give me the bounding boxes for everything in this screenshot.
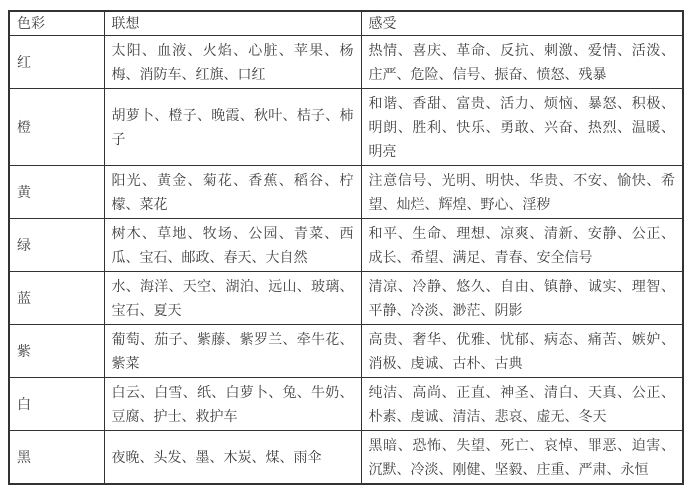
feelings-cell: 黑暗、恐怖、失望、死亡、哀悼、罪恶、迫害、沉默、冷淡、刚健、坚毅、庄重、严肃、永恒 [361, 431, 683, 485]
color-name-cell: 黄 [9, 166, 104, 219]
associations-cell: 树木、草地、牧场、公园、青菜、西瓜、宝石、邮政、春天、大自然 [104, 219, 361, 272]
feelings-cell: 清凉、冷静、悠久、自由、镇静、诚实、理智、平静、冷淡、渺茫、阴影 [361, 272, 683, 325]
associations-cell: 夜晚、头发、墨、木炭、煤、雨伞 [104, 431, 361, 485]
feelings-cell: 纯洁、高尚、正直、神圣、清白、天真、公正、朴素、虔诚、清洁、悲哀、虚无、冬天 [361, 378, 683, 431]
feelings-cell: 注意信号、光明、明快、华贵、不安、愉快、希望、灿烂、辉煌、野心、淫秽 [361, 166, 683, 219]
table-row [9, 378, 683, 431]
table-row [9, 36, 683, 89]
table-row [9, 325, 683, 378]
table-row [9, 272, 683, 325]
color-name-cell: 红 [9, 36, 104, 89]
header-associations: 联想 [104, 11, 361, 36]
color-name-cell: 白 [9, 378, 104, 431]
feelings-cell: 和平、生命、理想、凉爽、清新、安静、公正、成长、希望、满足、青春、安全信号 [361, 219, 683, 272]
color-association-table [8, 10, 684, 485]
feelings-cell: 和谐、香甜、富贵、活力、烦恼、暴怒、积极、明朗、胜利、快乐、勇敢、兴奋、热烈、温暖、明亮 [361, 89, 683, 166]
color-name-cell: 黑 [9, 431, 104, 485]
color-name-cell: 绿 [9, 219, 104, 272]
color-name-cell: 紫 [9, 325, 104, 378]
color-name-cell: 橙 [9, 89, 104, 166]
table-header-row [9, 11, 683, 36]
associations-cell: 白云、白雪、纸、白萝卜、兔、牛奶、豆腐、护士、救护车 [104, 378, 361, 431]
table-row [9, 89, 683, 166]
table-row [9, 219, 683, 272]
header-feelings: 感受 [361, 11, 683, 36]
associations-cell: 阳光、黄金、菊花、香蕉、稻谷、柠檬、菜花 [104, 166, 361, 219]
feelings-cell: 高贵、奢华、优雅、忧郁、病态、痛苦、嫉妒、消极、虔诚、古朴、古典 [361, 325, 683, 378]
associations-cell: 水、海洋、天空、湖泊、远山、玻璃、宝石、夏天 [104, 272, 361, 325]
associations-cell: 葡萄、茄子、紫藤、紫罗兰、牵牛花、紫菜 [104, 325, 361, 378]
table-body [9, 36, 683, 485]
feelings-cell: 热情、喜庆、革命、反抗、刺激、爱情、活泼、庄严、危险、信号、振奋、愤怒、残暴 [361, 36, 683, 89]
associations-cell: 太阳、血液、火焰、心脏、苹果、杨梅、消防车、红旗、口红 [104, 36, 361, 89]
table-row [9, 431, 683, 485]
header-color: 色彩 [9, 11, 104, 36]
color-name-cell: 蓝 [9, 272, 104, 325]
table-row [9, 166, 683, 219]
associations-cell: 胡萝卜、橙子、晚霞、秋叶、桔子、柿子 [104, 89, 361, 166]
